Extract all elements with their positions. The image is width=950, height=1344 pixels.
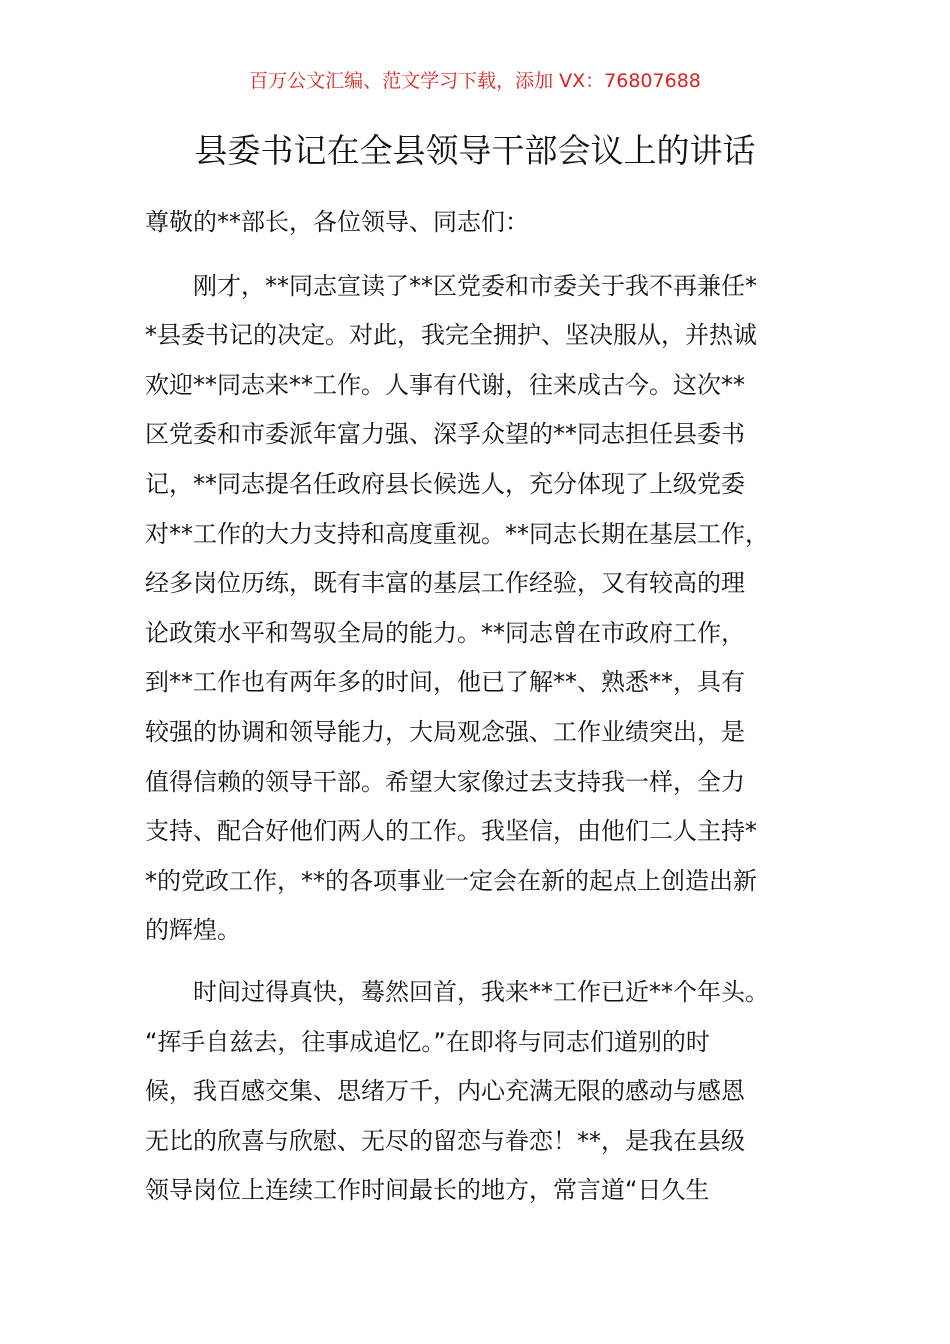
paragraph-1 (145, 262, 815, 956)
paragraph-line: *县委书记的决定。对此，我完全拥护、坚决服从，并热诚 (145, 321, 757, 350)
paragraph-line: 刚才，**同志宣读了**区党委和市委关于我不再兼任* (193, 271, 757, 300)
paragraph-line: 时间过得真快，蓦然回首，我来**工作已近**个年头。 (193, 977, 769, 1006)
paragraph-line: 论政策水平和驾驭全局的能力。**同志曾在市政府工作， (145, 618, 745, 647)
paragraph-line: 到**工作也有两年多的时间，他已了解**、熟悉**，具有 (145, 668, 745, 697)
paragraph-2 (145, 968, 815, 1216)
paragraph-line: 值得信赖的领导干部。希望大家像过去支持我一样，全力 (145, 767, 745, 796)
paragraph-line: 候，我百感交集、思绪万千，内心充满无限的感动与感恩 (145, 1077, 745, 1106)
paragraph-line: 欢迎**同志来**工作。人事有代谢，往来成古今。这次** (145, 370, 745, 399)
paragraph-line: 支持、配合好他们两人的工作。我坚信，由他们二人主持* (145, 817, 757, 846)
paragraph-line: “挥手自兹去，往事成追忆。”在即将与同志们道别的时 (145, 1027, 710, 1056)
paragraph-line: 区党委和市委派年富力强、深孚众望的**同志担任县委书 (145, 420, 745, 449)
header-watermark-note: 百万公文汇编、范文学习下载，添加 VX：76807688 (249, 70, 701, 92)
document-title: 县委书记在全县领导干部会议上的讲话 (194, 131, 756, 170)
paragraph-line: *的党政工作，**的各项事业一定会在新的起点上创造出新 (145, 866, 757, 895)
salutation: 尊敬的**部长，各位领导、同志们： (145, 208, 529, 236)
document-body (145, 198, 815, 1216)
paragraph-line: 的辉煌。 (145, 916, 241, 945)
paragraph-line: 无比的欣喜与欣慰、无尽的留恋与眷恋！**，是我在县级 (145, 1126, 745, 1155)
paragraph-line: 对**工作的大力支持和高度重视。**同志长期在基层工作， (145, 519, 769, 548)
paragraph-line: 经多岗位历练，既有丰富的基层工作经验，又有较高的理 (145, 569, 745, 598)
paragraph-line: 较强的协调和领导能力，大局观念强、工作业绩突出，是 (145, 717, 745, 746)
paragraph-line: 记，**同志提名任政府县长候选人，充分体现了上级党委 (145, 469, 745, 498)
paragraph-line: 领导岗位上连续工作时间最长的地方，常言道“日久生 (145, 1176, 710, 1205)
